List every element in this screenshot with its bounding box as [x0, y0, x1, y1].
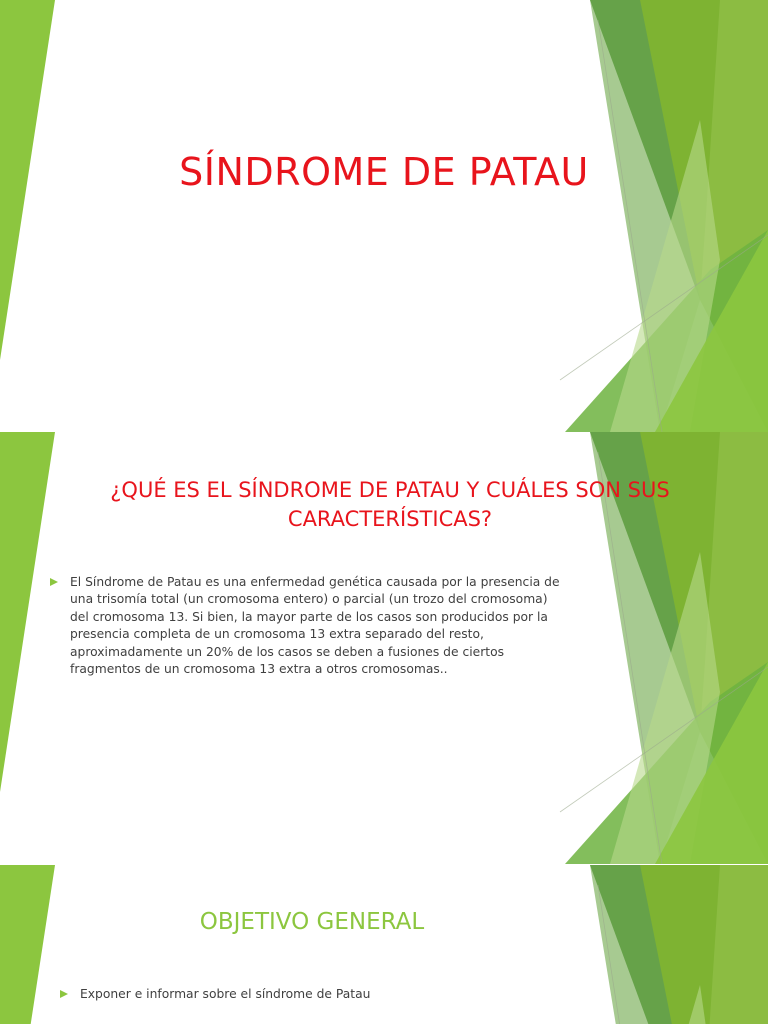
slide-2-bullet-item: [50, 574, 570, 678]
slide-3-title: OBJETIVO GENERAL: [199, 909, 425, 935]
slide-3-bullet-text: Exponer e informar sobre el síndrome de Patau: [80, 987, 371, 1001]
slide-3-bullet-item: [60, 986, 560, 1003]
slide-1-green-decoration: [0, 0, 768, 432]
green-triangle-bullet-icon: [50, 578, 58, 586]
slide-2-title: ¿QUÉ ES EL SÍNDROME DE PATAU Y CUÁLES SON SUS CARACTERÍSTICAS?: [110, 478, 670, 531]
slide-3: [0, 865, 768, 1024]
slide-2: [0, 432, 768, 865]
green-triangle-bullet-icon: [60, 990, 68, 998]
slide-1: [0, 0, 768, 432]
slide-2-bullet-text: El Síndrome de Patau es una enfermedad genética causada por la presencia de una trisomía total (un cromosoma entero) o parcial (un trozo del cromosoma) del cromosoma 13. Si bien, la mayor parte de los casos son producidos por la presencia completa de un cromosoma 13 extra separado del resto, aproximadamente un 20% de los casos se deben a fusiones de ciertos fragmentos de un cromosoma 13 extra a otros cromosomas..: [70, 575, 560, 677]
slide-1-title: SÍNDROME DE PATAU: [179, 150, 589, 194]
